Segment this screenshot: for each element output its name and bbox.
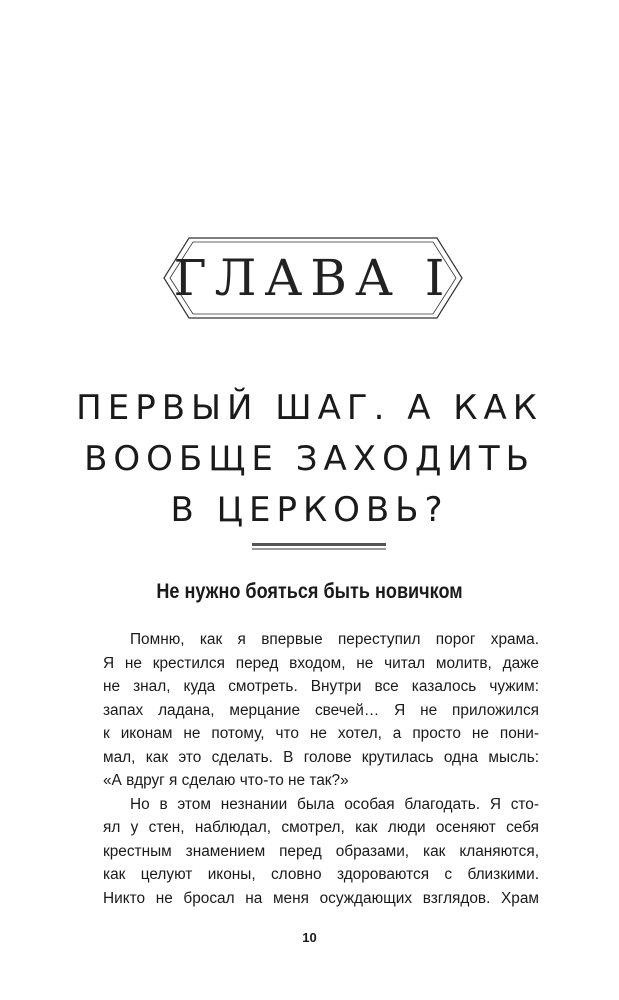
body-line: не знал, куда смотреть. Внутри все казалось чужим: — [103, 678, 539, 695]
chapter-title-line: ПЕРВЫЙ ШАГ. А КАК — [76, 388, 543, 428]
body-line: крестным знамением перед образами, как кланяются, — [103, 842, 539, 860]
chapter-title-line: В ЦЕРКОВЬ? — [170, 490, 449, 530]
body-line: мал, как это сделать. В голове крутилась одна мысль: — [103, 748, 539, 766]
body-line: «А вдруг я сделаю что-то не так?» — [103, 772, 349, 789]
body-line: Но в этом незнании была особая благодать. Я сто- — [130, 795, 539, 813]
section-heading: Не нужно бояться быть новичком — [156, 580, 463, 603]
body-line: запах ладана, мерцание свечей… Я не приложился — [103, 701, 539, 719]
body-line: к иконам не потому, что не хотел, а просто не пони- — [103, 725, 539, 742]
chapter-label-frame — [163, 237, 463, 319]
divider-line-thick — [252, 543, 386, 546]
chapter-title — [40, 383, 579, 536]
body-line: Никто не бросал на меня осуждающих взглядов. Храм — [103, 889, 539, 907]
body-text — [103, 628, 539, 910]
divider-line-thin — [252, 548, 386, 550]
body-line: Я не крестился перед входом, не читал молитв, даже — [103, 654, 539, 672]
body-line: Помню, как я впервые переступил порог храма. — [130, 631, 539, 648]
page-number: 10 — [302, 930, 317, 945]
body-line: как целуют иконы, словно здороваются с близкими. — [103, 866, 539, 883]
chapter-label: ГЛАВА I — [173, 249, 453, 307]
chapter-title-line: ВООБЩЕ ЗАХОДИТЬ — [84, 439, 535, 479]
title-divider — [252, 543, 386, 551]
body-line: ял у стен, наблюдал, смотрел, как люди осеняют себя — [103, 819, 539, 836]
